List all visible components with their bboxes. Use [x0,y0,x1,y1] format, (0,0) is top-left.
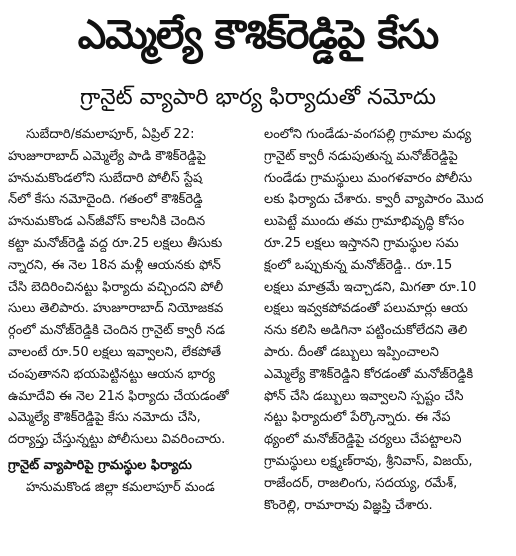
body-line: ఫోన్ చేసి డబ్బులు ఇవ్వాలని స్పష్టం చేసి [264,388,464,404]
dateline: సుబేదారి/కమలాపూర్, ఏప్రిల్ 22: [26,127,195,142]
article-headline: ఎమ్మెల్యే కౌశిక్‌రెడ్డిపై కేసు [77,12,439,58]
body-line: క్షంలో ఒప్పుకున్న మనోజ్‌రెడ్డి.. రూ.15 [264,257,453,273]
body-line: నట్టు ఫిర్యాదులో పేర్కొన్నారు. ఈ నేప [264,410,451,426]
body-line: చంపుతానని భయపెట్టినట్టు ఆయన భార్య [8,366,216,382]
body-line: లకు ఫిర్యాదు చేశారు. క్వారీ వ్యాపారం మొద [264,192,484,208]
body-line: దర్యాప్తు చేస్తున్నట్టు పోలీసులు వివరించారు. [8,432,226,448]
section-subhead: గ్రానైట్ వ్యాపారిపై గ్రామస్థుల ఫిర్యాదు [8,457,192,473]
body-line: రాజేందర్, రాజలింగు, సదయ్య, రమేశ్, [264,475,458,491]
body-line: ఉమాదేవి ఈ నెల 21న ఫిర్యాదు చేయడంతో [8,388,229,404]
body-line: చేసి బెదిరించినట్టు ఫిర్యాదు వచ్చిందని పోలీ [8,279,224,295]
article-subheadline: గ్రానైట్ వ్యాపారి భార్య ఫిర్యాదుతో నమోదు [79,85,437,110]
body-line: హనుమకొండ జిల్లా కమలాపూర్ మండ [26,479,215,495]
body-line: న్నారని, ఈ నెల 18న మళ్లీ ఆయనకు ఫోన్ [8,257,221,273]
left-column [8,124,254,499]
body-line: హనుమకొండలోని సుబేదారి పోలీస్ స్టేష [8,170,203,186]
body-line: హనుమకొండ ఎన్‌జీవోస్ కాలనీకి చెందిన [8,214,206,230]
body-line: వాలంటే రూ.50 లక్షలు ఇవ్వాలని, లేకపోతే [8,344,222,360]
body-line: గ్రానైట్ క్వారీ నడుపుతున్న మనోజ్‌రెడ్డిపై [264,148,458,164]
body-line: గ్రామస్థులు లక్ష్మణ్‌రావు, శ్రీనివాస్, విజయ్, [264,453,473,469]
body-line: సులు తెలిపారు. హుజూరాబాద్ నియోజకవ [8,301,224,317]
body-line: గుండేడు గ్రామస్థులు మంగళవారం పోలీసు [264,170,473,186]
body-line: థ్యంలో మనోజ్‌రెడ్డిపై చర్యలు చేపట్టాలని [264,432,462,448]
body-line: ర్గంలో మనోజ్‌రెడ్డికి చెందిన గ్రానైట్ క్వారీ నడ [8,323,225,339]
body-line: లక్షలు మాత్రమే ఇచ్చాడని, మిగతా రూ.10 [264,279,477,295]
body-line: లక్షలు ఇవ్వకపోవడంతో పలుమార్లు ఆయ [264,301,468,317]
body-line: హుజూరాబాద్ ఎమ్మెల్యే పాడి కౌశిక్‌రెడ్డిపై [8,148,206,164]
body-line: కట్టా మనోజ్‌రెడ్డి వద్ద రూ.25 లక్షలు తీసుకు [8,235,223,251]
body-line: రూ.25 లక్షలు ఇస్తానని గ్రామస్థుల సమ [264,235,459,251]
body-line: లంలోని గుండేడు-వంగపల్లి గ్రామాల మధ్య [264,127,472,142]
body-line: నను కలిసి అడిగినా పట్టించుకోలేదని తెలి [264,323,468,339]
right-column [264,124,510,516]
body-line: పారు. దీంతో డబ్బులు ఇప్పించాలని [264,344,439,360]
body-line: కొంరెల్లి, రామారావు విజ్ఞప్తి చేశారు. [264,497,433,513]
body-line: ఎమ్మెల్యే కౌశిక్‌రెడ్డిపై కేసు నమోదు చేసి, [8,410,201,426]
body-line: ఎమ్మెల్యే కౌశిక్‌రెడ్డిని కోరడంతో మనోజ్‌రెడ్డికి [264,366,474,382]
body-line: లుపెట్టే ముందు తమ గ్రామాభివృద్ధి కోసం [264,214,465,230]
body-line: న్‌లో కేసు నమోదైంది. గతంలో కౌశిక్‌రెడ్డి [8,192,203,208]
